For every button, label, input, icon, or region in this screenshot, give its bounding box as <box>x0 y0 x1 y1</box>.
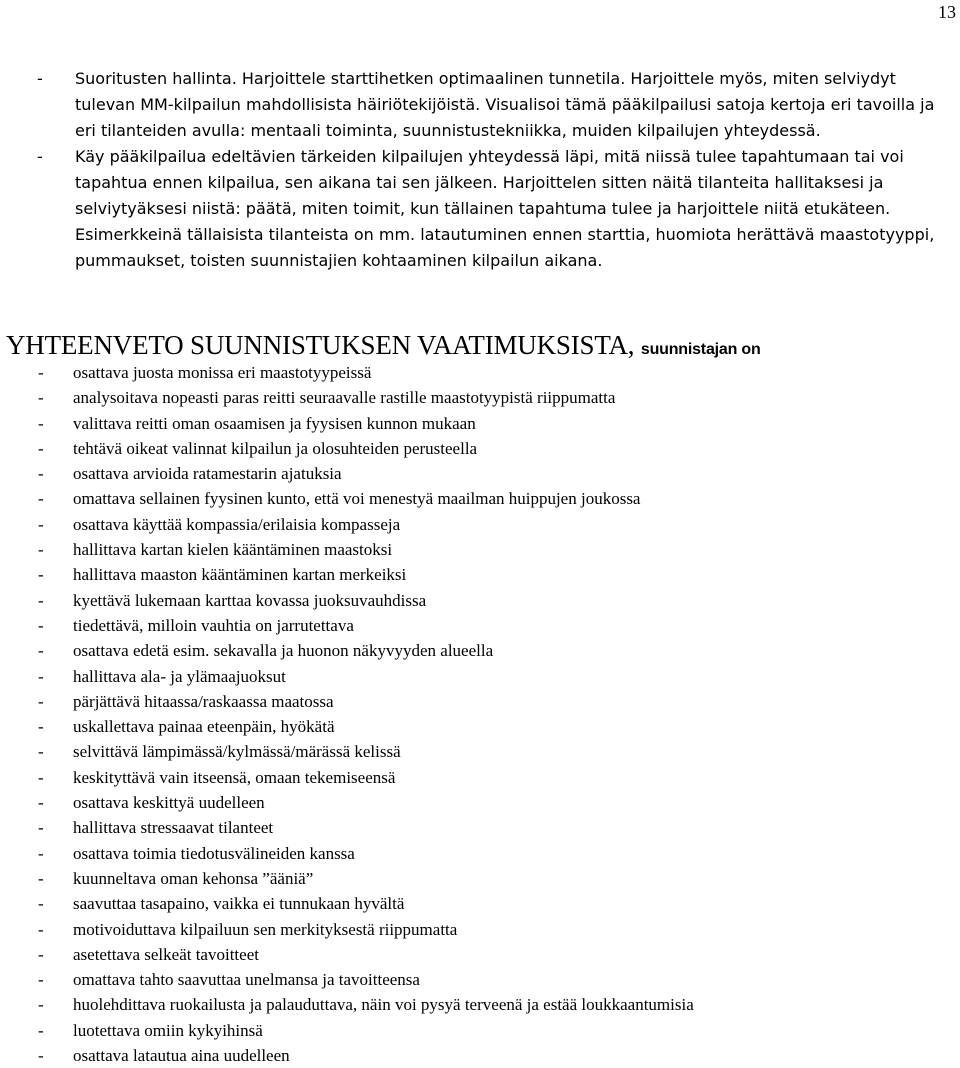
list-item-text: omattava sellainen fyysinen kunto, että voi menestyä maailman huippujen joukossa <box>73 489 641 509</box>
list-item-text: kuunneltava oman kehonsa ”ääniä” <box>73 868 314 888</box>
requirement-item <box>37 588 937 613</box>
list-dash: - <box>38 590 44 610</box>
list-dash: - <box>38 641 44 661</box>
list-item-text: analysoitava nopeasti paras reitti seuraavalle rastille maastotyypistä riippumatta <box>73 388 616 408</box>
list-item-text: hallittava maaston kääntäminen kartan merkeiksi <box>73 565 407 585</box>
list-item-text: motivoiduttava kilpailuun sen merkityksestä riippumatta <box>73 919 458 939</box>
list-item-text: osattava juosta monissa eri maastotyypeissä <box>73 363 372 382</box>
list-dash: - <box>38 767 44 787</box>
list-dash: - <box>38 388 44 408</box>
list-dash: - <box>38 363 44 382</box>
list-dash: - <box>38 970 44 990</box>
summary-lead-in: suunnistajan on <box>640 341 761 358</box>
list-dash: - <box>38 413 44 433</box>
requirement-item <box>37 866 937 891</box>
list-dash: - <box>38 489 44 509</box>
requirement-item <box>37 992 937 1017</box>
requirement-item <box>37 1018 937 1043</box>
list-dash: - <box>38 615 44 635</box>
list-dash: - <box>38 438 44 458</box>
summary-heading-title: YHTEENVETO SUUNNISTUKSEN VAATIMUKSISTA, <box>6 330 635 360</box>
list-item-text: uskallettava painaa eteenpäin, hyökätä <box>73 717 335 737</box>
list-item-text: Käy pääkilpailua edeltävien tärkeiden kilpailujen yhteydessä läpi, mitä niissä tulee tapahtumaan tai voi tapahtua ennen kilpailua, sen aikana tai sen jälkeen. Harjoittelen sitten näitä tilanteita hallitaksesi ja selviytyäksesi niistä: päätä, miten toimit, kun tällainen tapahtuma tulee ja harjoittele niitä etukäteen. Esimerkkeinä tällaisista tilanteista on mm. latautuminen ennen starttia, huomiota herättävä maastotyyppi, pummaukset, toisten suunnistajien kohtaaminen kilpailun aikana. <box>75 147 935 270</box>
list-dash: - <box>38 868 44 888</box>
list-dash: - <box>38 1020 44 1040</box>
list-item-text: omattava tahto saavuttaa unelmansa ja tavoitteensa <box>73 970 420 990</box>
requirements-list <box>37 360 937 1068</box>
requirement-item <box>37 562 937 587</box>
requirement-item <box>37 512 937 537</box>
list-dash: - <box>38 818 44 838</box>
list-item-text: kyettävä lukemaan karttaa kovassa juoksuvauhdissa <box>73 590 427 610</box>
requirement-item <box>37 765 937 790</box>
list-item-text: osattava keskittyä uudelleen <box>73 793 265 813</box>
requirement-item <box>37 942 937 967</box>
requirement-item <box>37 411 937 436</box>
list-item-text: osattava arvioida ratamestarin ajatuksia <box>73 464 342 484</box>
list-dash: - <box>38 514 44 534</box>
requirement-item <box>37 1043 937 1068</box>
requirement-item <box>37 436 937 461</box>
list-item-text: valittava reitti oman osaamisen ja fyysisen kunnon mukaan <box>73 413 476 433</box>
list-item-text: tiedettävä, milloin vauhtia on jarrutettava <box>73 615 354 635</box>
list-item-text: osattava edetä esim. sekavalla ja huonon näkyvyyden alueella <box>73 641 494 661</box>
list-item-text: tehtävä oikeat valinnat kilpailun ja olosuhteiden perusteella <box>73 438 478 458</box>
list-dash: - <box>37 147 43 166</box>
intro-list <box>36 66 954 274</box>
requirement-item <box>37 739 937 764</box>
list-dash: - <box>38 944 44 964</box>
list-dash: - <box>38 540 44 560</box>
list-item-text: saavuttaa tasapaino, vaikka ei tunnukaan hyvältä <box>73 894 405 914</box>
intro-list-item <box>36 66 954 144</box>
list-item-text: hallittava kartan kielen kääntäminen maastoksi <box>73 540 393 560</box>
requirement-item <box>37 815 937 840</box>
list-dash: - <box>37 69 43 88</box>
list-dash: - <box>38 464 44 484</box>
requirement-item <box>37 537 937 562</box>
list-item-text: selvittävä lämpimässä/kylmässä/märässä kelissä <box>73 742 401 762</box>
list-dash: - <box>38 919 44 939</box>
list-item-text: keskityttävä vain itseensä, omaan tekemiseensä <box>73 767 396 787</box>
list-dash: - <box>38 742 44 762</box>
list-dash: - <box>38 793 44 813</box>
list-dash: - <box>38 843 44 863</box>
list-dash: - <box>38 1046 44 1066</box>
list-item-text: luotettava omiin kykyihinsä <box>73 1020 263 1040</box>
requirement-item <box>37 917 937 942</box>
requirement-item <box>37 385 937 410</box>
requirement-item <box>37 841 937 866</box>
list-dash: - <box>38 691 44 711</box>
requirement-item <box>37 486 937 511</box>
list-item-text: osattava käyttää kompassia/erilaisia kompasseja <box>73 514 401 534</box>
list-dash: - <box>38 565 44 585</box>
list-item-text: osattava latautua aina uudelleen <box>73 1046 290 1066</box>
list-dash: - <box>38 894 44 914</box>
requirement-item <box>37 461 937 486</box>
list-dash: - <box>38 995 44 1015</box>
list-item-text: huolehdittava ruokailusta ja palauduttava, näin voi pysyä terveenä ja estää loukkaantumisia <box>73 995 694 1015</box>
requirement-item <box>37 689 937 714</box>
list-item-text: osattava toimia tiedotusvälineiden kanssa <box>73 843 355 863</box>
requirement-item <box>37 714 937 739</box>
list-item-text: pärjättävä hitaassa/raskaassa maatossa <box>73 691 334 711</box>
requirement-item <box>37 664 937 689</box>
list-item-text: hallittava ala- ja ylämaajuoksut <box>73 666 286 686</box>
requirement-item <box>37 891 937 916</box>
list-dash: - <box>38 666 44 686</box>
requirement-item <box>37 638 937 663</box>
list-dash: - <box>38 717 44 737</box>
intro-list-item <box>36 144 954 274</box>
requirement-item <box>37 790 937 815</box>
list-item-text: Suoritusten hallinta. Harjoittele starttihetken optimaalinen tunnetila. Harjoittele myös, miten selviydyt tulevan MM-kilpailun mahdollisista häiriötekijöistä. Visualisoi tämä pääkilpailusi satoja kertoja eri tavoilla ja eri tilanteiden avulla: mentaali toiminta, suunnistustekniikka, muiden kilpailujen yhteydessä. <box>75 69 935 140</box>
list-item-text: hallittava stressaavat tilanteet <box>73 818 274 838</box>
list-item-text: asetettava selkeät tavoitteet <box>73 944 259 964</box>
page-number: 13 <box>938 2 956 22</box>
requirement-item <box>37 360 937 385</box>
requirement-item <box>37 967 937 992</box>
requirement-item <box>37 613 937 638</box>
